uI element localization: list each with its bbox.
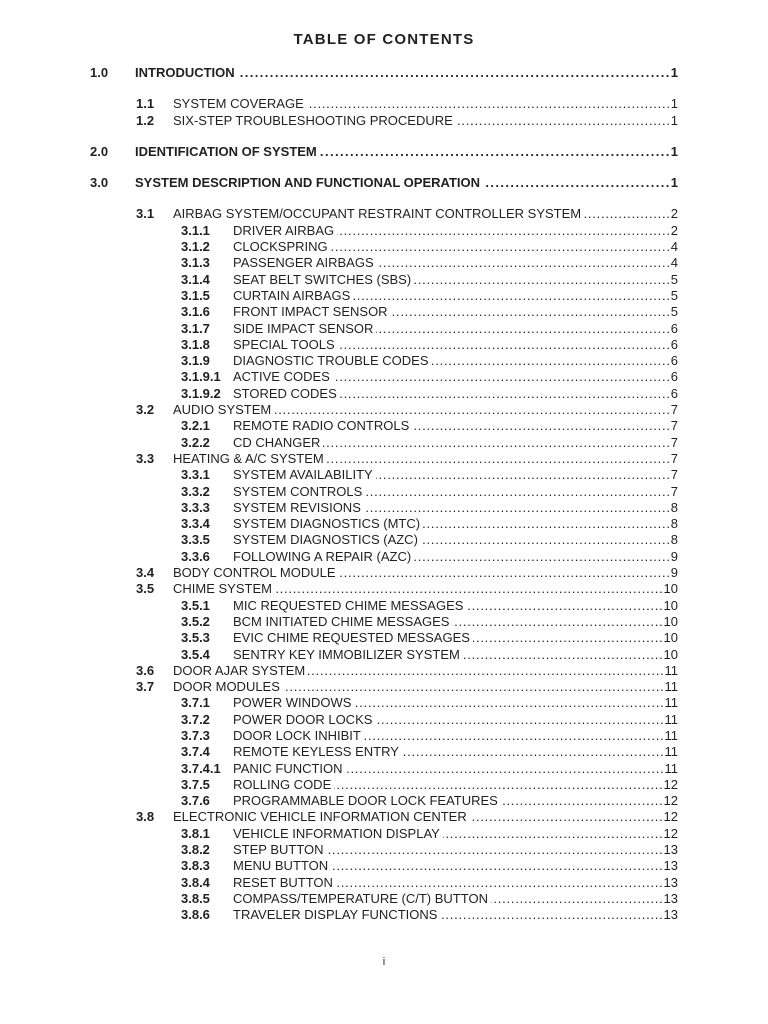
dot-leader — [391, 304, 671, 320]
entry-number: 1.1 — [136, 96, 155, 112]
toc-entry — [90, 891, 678, 907]
entry-page-number: 5 — [670, 304, 678, 320]
dot-leader — [483, 175, 671, 191]
dot-leader — [333, 369, 671, 385]
dot-leader — [308, 663, 664, 679]
toc-entry — [90, 206, 678, 222]
dot-leader — [440, 907, 663, 923]
entry-page-number: 1 — [670, 65, 678, 80]
entry-number: 3.1.5 — [181, 287, 210, 303]
entry-page-number: 2 — [670, 206, 678, 222]
entry-title: SYSTEM CONTROLS — [233, 483, 363, 499]
entry-number: 3.1.7 — [181, 320, 210, 336]
toc-entry — [90, 793, 678, 809]
entry-page-number: 7 — [670, 483, 678, 499]
entry-page-number: 11 — [664, 711, 678, 727]
entry-page-number: 11 — [664, 744, 678, 760]
entry-number: 3.3.6 — [181, 548, 210, 564]
dot-leader — [456, 113, 671, 129]
entry-number: 3.3.4 — [181, 516, 210, 532]
dot-leader — [336, 875, 664, 891]
dot-leader — [283, 679, 665, 695]
dot-leader — [331, 239, 671, 255]
toc-entry — [90, 549, 678, 565]
entry-title: COMPASS/TEMPERATURE (C/T) BUTTON — [233, 890, 488, 906]
entry-page-number: 13 — [663, 907, 678, 923]
entry-title: SIX-STEP TROUBLESHOOTING PROCEDURE — [173, 112, 453, 128]
dot-leader — [274, 402, 671, 418]
entry-page-number: 1 — [670, 112, 678, 128]
entry-title: SYSTEM AVAILABILITY — [233, 467, 373, 483]
entry-title: SEAT BELT SWITCHES (SBS) — [233, 271, 412, 287]
entry-number: 3.1.1 — [181, 222, 210, 238]
entry-title: ELECTRONIC VEHICLE INFORMATION CENTER — [173, 809, 467, 825]
toc-entry — [90, 96, 678, 112]
entry-title: BCM INITIATED CHIME MESSAGES — [233, 613, 450, 629]
entry-page-number: 13 — [663, 842, 678, 858]
toc-entry — [90, 223, 678, 239]
dot-leader — [491, 891, 664, 907]
dot-leader — [414, 272, 671, 288]
toc-entry — [90, 663, 678, 679]
toc-entry — [90, 565, 678, 581]
toc-entry — [90, 402, 678, 418]
entry-page-number: 4 — [670, 255, 678, 271]
toc-entry — [90, 532, 678, 548]
dot-leader — [365, 484, 670, 500]
entry-number: 3.7.4 — [181, 744, 210, 760]
entry-page-number: 1 — [670, 175, 678, 191]
dot-leader — [275, 581, 664, 597]
entry-number: 3.3.1 — [181, 467, 210, 483]
entry-page-number: 11 — [664, 662, 678, 678]
entry-page-number: 13 — [663, 890, 678, 906]
dot-leader — [353, 288, 670, 304]
entry-number: 3.1.6 — [181, 304, 210, 320]
entry-number: 3.8.2 — [181, 842, 210, 858]
toc-entry — [90, 288, 678, 304]
entry-title: TRAVELER DISPLAY FUNCTIONS — [233, 907, 438, 923]
dot-leader — [501, 793, 664, 809]
entry-title: DOOR MODULES — [173, 679, 280, 695]
entry-number: 3.1.2 — [181, 239, 210, 255]
entry-title: ACTIVE CODES — [233, 369, 330, 385]
dot-leader — [337, 223, 671, 239]
entry-title: VEHICLE INFORMATION DISPLAY — [233, 825, 440, 841]
dot-leader — [320, 144, 671, 160]
entry-number: 3.8.1 — [181, 825, 210, 841]
toc-entry — [90, 712, 678, 728]
toc-entry — [90, 418, 678, 434]
entry-title: DOOR AJAR SYSTEM — [173, 662, 306, 678]
entry-number: 2.0 — [90, 143, 109, 159]
entry-page-number: 7 — [670, 434, 678, 450]
page-title: TABLE OF CONTENTS — [293, 31, 475, 48]
entry-title: ROLLING CODE — [233, 776, 332, 792]
entry-number: 3.7.5 — [181, 776, 210, 792]
entry-title: SIDE IMPACT SENSOR — [233, 320, 374, 336]
entry-number: 3.7.6 — [181, 793, 210, 809]
entry-page-number: 11 — [664, 679, 678, 695]
toc-entry — [90, 516, 678, 532]
toc-entry — [90, 744, 678, 760]
entry-title: PASSENGER AIRBAGS — [233, 255, 374, 271]
toc-entry — [90, 239, 678, 255]
toc-entry — [90, 369, 678, 385]
dot-leader — [377, 255, 671, 271]
dot-leader — [414, 549, 671, 565]
toc-entry — [90, 826, 678, 842]
entry-number: 3.5.1 — [181, 597, 210, 613]
dot-leader — [376, 321, 670, 337]
entry-title: SPECIAL TOOLS — [233, 336, 335, 352]
dot-leader — [334, 777, 663, 793]
dot-leader — [323, 435, 670, 451]
entry-page-number: 7 — [670, 467, 678, 483]
entry-title: FOLLOWING A REPAIR (AZC) — [233, 548, 412, 564]
entry-title: DRIVER AIRBAG — [233, 222, 335, 238]
entry-title: STEP BUTTON — [233, 842, 324, 858]
entry-number: 1.2 — [136, 112, 155, 128]
entry-page-number: 5 — [670, 287, 678, 303]
entry-title: EVIC CHIME REQUESTED MESSAGES — [233, 630, 470, 646]
entry-number: 3.2.2 — [181, 434, 210, 450]
entry-title: REMOTE RADIO CONTROLS — [233, 418, 410, 434]
entry-title: AIRBAG SYSTEM/OCCUPANT RESTRAINT CONTROLLER SYSTEM — [173, 206, 582, 222]
dot-leader — [375, 712, 664, 728]
toc-entry — [90, 467, 678, 483]
entry-title: SYSTEM COVERAGE — [173, 96, 304, 112]
dot-leader — [470, 809, 664, 825]
entry-page-number: 8 — [670, 499, 678, 515]
entry-page-number: 2 — [670, 222, 678, 238]
dot-leader — [452, 614, 663, 630]
entry-number: 3.3.2 — [181, 483, 210, 499]
toc-entry — [90, 272, 678, 288]
dot-leader — [331, 858, 663, 874]
entry-page-number: 8 — [670, 532, 678, 548]
toc-entry — [90, 451, 678, 467]
toc-entry — [90, 858, 678, 874]
entry-page-number: 6 — [670, 385, 678, 401]
entry-number: 3.8.5 — [181, 890, 210, 906]
entry-title: REMOTE KEYLESS ENTRY — [233, 744, 399, 760]
entry-page-number: 12 — [663, 825, 678, 841]
toc-entry — [90, 647, 678, 663]
entry-title: SYSTEM REVISIONS — [233, 499, 361, 515]
entry-page-number: 12 — [663, 793, 678, 809]
entry-page-number: 7 — [670, 450, 678, 466]
entry-title: PROGRAMMABLE DOOR LOCK FEATURES — [233, 793, 498, 809]
dot-leader — [473, 630, 664, 646]
entry-number: 3.8.4 — [181, 874, 210, 890]
entry-number: 3.8.3 — [181, 858, 210, 874]
toc-entry — [90, 761, 678, 777]
entry-title: CURTAIN AIRBAGS — [233, 287, 351, 303]
toc-entry — [90, 695, 678, 711]
toc-entry — [90, 875, 678, 891]
toc-entry — [90, 255, 678, 271]
entry-page-number: 7 — [670, 402, 678, 418]
entry-page-number: 7 — [670, 418, 678, 434]
entry-page-number: 10 — [663, 646, 678, 662]
dot-leader — [364, 500, 671, 516]
entry-title: HEATING & A/C SYSTEM — [173, 450, 324, 466]
entry-title: SYSTEM DIAGNOSTICS (AZC) — [233, 532, 418, 548]
dot-leader — [340, 386, 671, 402]
toc-entry — [90, 842, 678, 858]
entry-number: 3.6 — [136, 662, 155, 678]
dot-leader — [466, 598, 663, 614]
dot-leader — [346, 761, 665, 777]
entry-title: MENU BUTTON — [233, 858, 329, 874]
entry-page-number: 9 — [670, 548, 678, 564]
entry-number: 3.7.1 — [181, 695, 210, 711]
toc-entry — [90, 435, 678, 451]
entry-page-number: 10 — [663, 613, 678, 629]
entry-page-number: 4 — [670, 239, 678, 255]
entry-number: 3.1.3 — [181, 255, 210, 271]
entry-number: 3.5.2 — [181, 613, 210, 629]
entry-title: CD CHANGER — [233, 434, 321, 450]
toc-entry — [90, 598, 678, 614]
entry-title: SENTRY KEY IMMOBILIZER SYSTEM — [233, 646, 460, 662]
entry-page-number: 12 — [663, 776, 678, 792]
dot-leader — [364, 728, 665, 744]
entry-page-number: 6 — [670, 320, 678, 336]
entry-number: 3.2.1 — [181, 418, 210, 434]
dot-leader — [354, 695, 664, 711]
entry-title: MIC REQUESTED CHIME MESSAGES — [233, 597, 464, 613]
toc-section — [90, 175, 678, 191]
entry-title: DIAGNOSTIC TROUBLE CODES — [233, 353, 429, 369]
dot-leader — [463, 647, 664, 663]
entry-number: 3.5 — [136, 581, 155, 597]
entry-number: 3.1.9.2 — [181, 385, 221, 401]
entry-number: 3.8 — [136, 809, 155, 825]
entry-title: CLOCKSPRING — [233, 239, 328, 255]
entry-page-number: 11 — [664, 695, 678, 711]
toc-section — [90, 65, 678, 81]
entry-title: BODY CONTROL MODULE — [173, 565, 336, 581]
entry-number: 3.1.4 — [181, 271, 210, 287]
toc-entry — [90, 484, 678, 500]
entry-title: POWER WINDOWS — [233, 695, 352, 711]
entry-number: 3.3.5 — [181, 532, 210, 548]
toc-entry — [90, 304, 678, 320]
toc-entry — [90, 337, 678, 353]
toc-entry — [90, 728, 678, 744]
entry-page-number: 10 — [663, 630, 678, 646]
toc-entry — [90, 353, 678, 369]
entry-number: 3.1 — [136, 206, 155, 222]
entry-title: CHIME SYSTEM — [173, 581, 272, 597]
entry-number: 3.4 — [136, 565, 155, 581]
entry-number: 3.7 — [136, 679, 155, 695]
toc-entry — [90, 581, 678, 597]
entry-title: RESET BUTTON — [233, 874, 333, 890]
entry-page-number: 10 — [663, 597, 678, 613]
entry-page-number: 13 — [663, 858, 678, 874]
entry-page-number: 9 — [670, 565, 678, 581]
entry-page-number: 6 — [670, 353, 678, 369]
dot-leader — [376, 467, 671, 483]
toc-entry — [90, 321, 678, 337]
entry-number: 3.0 — [90, 175, 109, 191]
entry-number: 3.7.3 — [181, 727, 210, 743]
entry-page-number: 1 — [670, 143, 678, 159]
entry-number: 3.3 — [136, 450, 155, 466]
footer-page-number: i — [382, 956, 386, 968]
toc-entry — [90, 614, 678, 630]
entry-title: FRONT IMPACT SENSOR — [233, 304, 388, 320]
entry-title: AUDIO SYSTEM — [173, 402, 272, 418]
toc-entry — [90, 679, 678, 695]
dot-leader — [402, 744, 665, 760]
entry-title: STORED CODES — [233, 385, 337, 401]
dot-leader — [338, 337, 671, 353]
entry-page-number: 13 — [663, 874, 678, 890]
toc-entry — [90, 386, 678, 402]
dot-leader — [327, 451, 671, 467]
entry-page-number: 11 — [664, 727, 678, 743]
table-of-contents — [90, 65, 678, 924]
toc-entry — [90, 907, 678, 923]
entry-page-number: 6 — [670, 369, 678, 385]
dot-leader — [327, 842, 664, 858]
toc-entry — [90, 113, 678, 129]
entry-page-number: 11 — [664, 760, 678, 776]
entry-number: 3.1.9.1 — [181, 369, 221, 385]
toc-entry — [90, 809, 678, 825]
entry-number: 3.1.9 — [181, 353, 210, 369]
entry-number: 3.7.2 — [181, 711, 210, 727]
entry-title: SYSTEM DESCRIPTION AND FUNCTIONAL OPERATION — [135, 175, 480, 191]
entry-number: 3.1.8 — [181, 336, 210, 352]
dot-leader — [412, 418, 671, 434]
entry-title: IDENTIFICATION OF SYSTEM — [135, 143, 317, 159]
dot-leader — [238, 65, 671, 81]
toc-section — [90, 144, 678, 160]
dot-leader — [584, 206, 671, 222]
entry-number: 3.5.4 — [181, 646, 210, 662]
toc-entry — [90, 500, 678, 516]
entry-number: 3.5.3 — [181, 630, 210, 646]
entry-number: 1.0 — [90, 65, 109, 80]
entry-page-number: 1 — [670, 96, 678, 112]
dot-leader — [423, 516, 671, 532]
dot-leader — [307, 96, 671, 112]
entry-title: PANIC FUNCTION — [233, 760, 343, 776]
entry-title: SYSTEM DIAGNOSTICS (MTC) — [233, 516, 421, 532]
dot-leader — [339, 565, 671, 581]
entry-page-number: 8 — [670, 516, 678, 532]
entry-page-number: 6 — [670, 336, 678, 352]
entry-number: 3.7.4.1 — [181, 760, 221, 776]
entry-title: DOOR LOCK INHIBIT — [233, 727, 361, 743]
entry-page-number: 5 — [670, 271, 678, 287]
entry-number: 3.2 — [136, 402, 155, 418]
dot-leader — [421, 532, 671, 548]
entry-page-number: 10 — [663, 581, 678, 597]
dot-leader — [432, 353, 671, 369]
entry-number: 3.8.6 — [181, 907, 210, 923]
entry-page-number: 12 — [663, 809, 678, 825]
toc-entry — [90, 777, 678, 793]
entry-title: INTRODUCTION — [135, 65, 235, 80]
entry-number: 3.3.3 — [181, 499, 210, 515]
entry-title: POWER DOOR LOCKS — [233, 711, 373, 727]
dot-leader — [443, 826, 664, 842]
toc-entry — [90, 630, 678, 646]
